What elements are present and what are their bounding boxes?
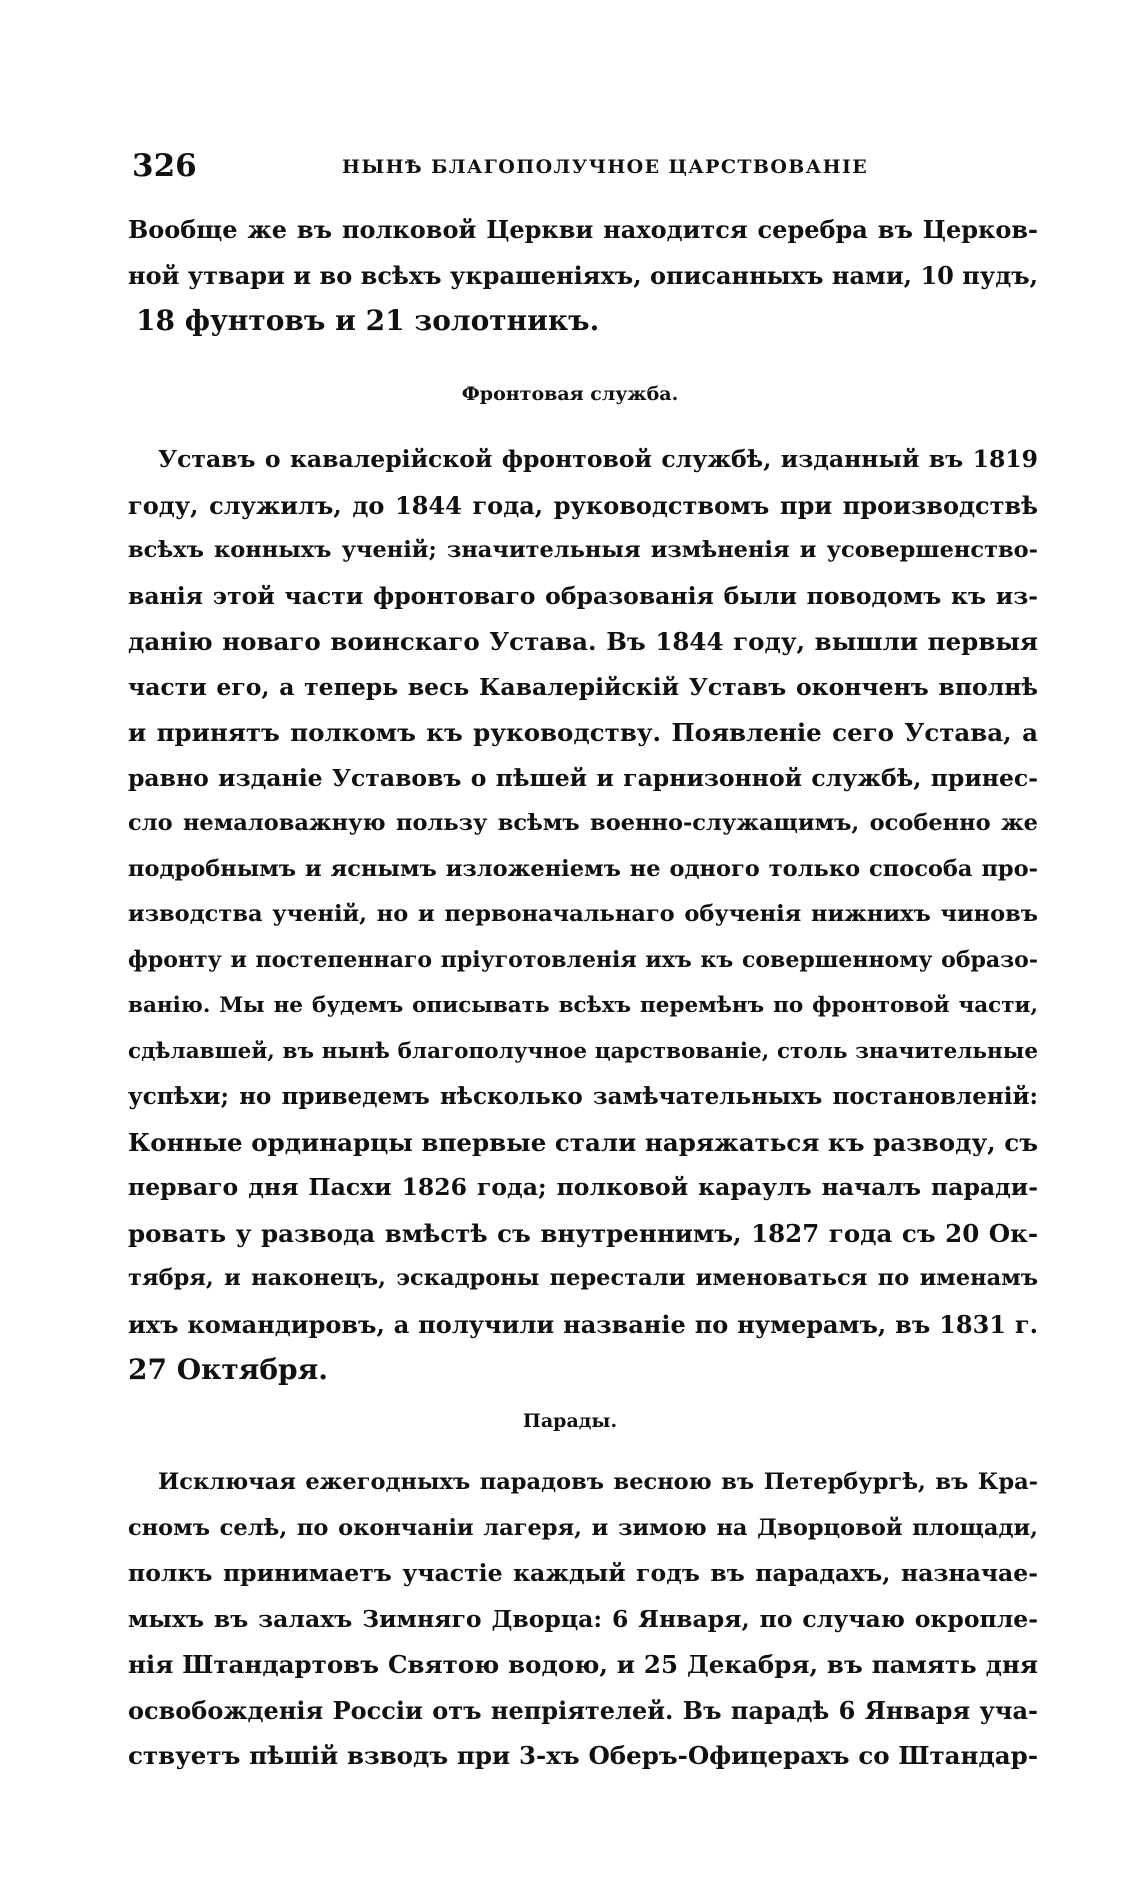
section-heading-parades: Парады.	[522, 1410, 618, 1432]
text-line: Исключая ежегодныхъ парадовъ весною въ Петербургѣ, въ Кра-	[158, 1469, 1038, 1495]
text-line: Конные ординарцы впервые стали наряжаться къ разводу, съ	[128, 1127, 1038, 1157]
text-line: ихъ командировъ, а получили названіе по нумерамъ, въ 1831 г.	[128, 1309, 1038, 1339]
text-line: перваго дня Пасхи 1826 года; полковой караулъ началъ паради-	[128, 1173, 1038, 1201]
text-line: ствуетъ пѣшій взводъ при 3-хъ Оберъ-Офицерахъ со Штандар-	[128, 1741, 1038, 1770]
text-line: всѣхъ конныхъ ученій; значительныя измѣненія и усовершенство-	[128, 537, 1038, 563]
text-line: и принятъ полкомъ къ руководству. Появленіе сего Устава, а	[128, 718, 1038, 747]
text-line: нія Штандартовъ Святою водою, и 25 Декабря, въ память дня	[128, 1650, 1038, 1679]
text-line: 18 фунтовъ и 21 золотникъ.	[136, 304, 600, 337]
text-line: сдѣлавшей, въ нынѣ благополучное царствованіе, столь значительные	[128, 1038, 1038, 1064]
section-heading-front-service: Фронтовая служба.	[461, 383, 679, 405]
text-line: Уставъ о кавалерійской фронтовой службѣ, изданный въ 1819	[158, 445, 1038, 473]
text-line: сномъ селѣ, по окончаніи лагеря, и зимою на Дворцовой площади,	[128, 1514, 1038, 1541]
text-line: равно изданіе Уставовъ о пѣшей и гарнизонной службѣ, принес-	[128, 763, 1038, 792]
text-line: подробнымъ и яснымъ изложеніемъ не одного только способа про-	[128, 855, 1038, 882]
text-line: освобожденія Россіи отъ непріятелей. Въ парадѣ 6 Января уча-	[128, 1695, 1038, 1725]
page-number: 326	[132, 148, 197, 184]
text-line: Вообще же въ полковой Церкви находится серебра въ Церков-	[128, 215, 1038, 244]
text-line: ной утвари и во всѣхъ украшеніяхъ, описанныхъ нами, 10 пудъ,	[128, 260, 1038, 290]
text-line: ровать у развода вмѣстѣ съ внутреннимъ, 1827 года съ 20 Ок-	[128, 1218, 1038, 1248]
text-line: полкъ принимаетъ участіе каждый годъ въ парадахъ, назначае-	[128, 1559, 1038, 1587]
running-header	[132, 148, 1032, 188]
text-line: части его, а теперь весь Кавалерійскій Уставъ оконченъ вполнѣ	[128, 672, 1038, 701]
text-line: сло немаловажную пользу всѣмъ военно-служащимъ, особенно же	[128, 810, 1038, 836]
text-line: фронту и постепеннаго пріуготовленія ихъ къ совершенному образо-	[128, 946, 1038, 973]
text-line: ванія этой части фронтоваго образованія были поводомъ къ из-	[128, 581, 1038, 610]
text-line: тября, и наконецъ, эскадроны перестали именоваться по именамъ	[128, 1265, 1038, 1291]
text-line: успѣхи; но приведемъ нѣсколько замѣчательныхъ постановленій:	[128, 1083, 1038, 1110]
text-line: данію новаго воинскаго Устава. Въ 1844 году, вышли первыя	[128, 627, 1038, 656]
text-line: 27 Октября.	[128, 1353, 329, 1386]
parades-paragraph	[128, 1460, 1038, 1779]
opening-paragraph	[128, 207, 1038, 344]
text-line: изводства ученій, но и первоначальнаго обученія нижнихъ чиновъ	[128, 901, 1038, 927]
text-line: мыхъ въ залахъ Зимняго Дворца: 6 Января, по случаю окропле-	[128, 1604, 1038, 1633]
text-line: ванію. Мы не будемъ описывать всѣхъ перемѣнъ по фронтовой части,	[128, 993, 1038, 1018]
front-service-paragraph	[128, 437, 1038, 1393]
text-line: году, служилъ, до 1844 года, руководствомъ при производствѣ	[128, 490, 1038, 520]
running-title: НЫНѢ БЛАГОПОЛУЧНОЕ ЦАРСТВОВАНІЕ	[342, 156, 869, 178]
